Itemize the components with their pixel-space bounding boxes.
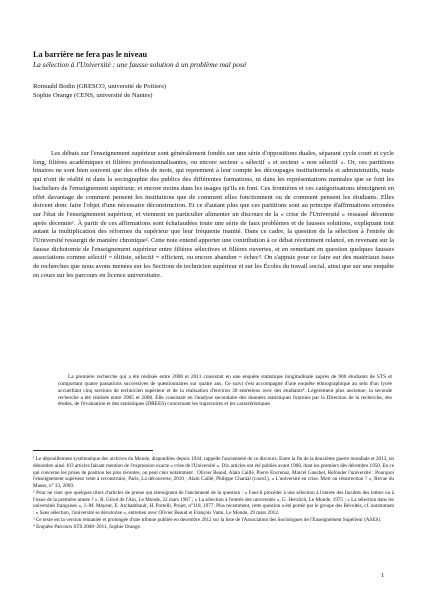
indented-paragraph: La première recherche qui a été réalisée entre 2008 et 2011 consistait en une enquête statistique longitudinale auprès de 900 étudiants de STS et comportant quatre passations successives de questionnaires sur quatre ans. Ce suivi s'est accompagné d'une enquête ethnographique au sein d'un lycée accueillant cinq sections de technicien supérieur et de la réalisation d'environ 30 entretiens avec des étudiants⁴. Légèrement plus ancienne, la seconde recherche a été réalisée entre 2005 et 2008. Elle consistait en l'analyse secondaire des données statistiques fournies par la Direction de la recherche, des études, de l'évaluation et des statistiques (DREES) concernant les trajectoires et les caractéristiques: [58, 374, 392, 408]
footnote-separator: [33, 450, 153, 451]
author-list: [33, 83, 166, 100]
page-number: 1: [381, 572, 385, 579]
footnote: ³ Ce texte est la version remaniée et prolongée d'une tribune publiée en décembre 2012 sur la liste de l'Association des Sociologues de l'Enseignement Supérieur (ASES).: [33, 516, 382, 523]
author-line: Sophie Orange (CENS, université de Nantes): [33, 91, 153, 99]
body-text: [33, 150, 394, 281]
indented-block: [58, 374, 392, 408]
footnote: ² Pour ne citer que quelques titres d'articles de presse qui témoignent de l'ancienneté de la question : « Faut-il procéder à une sélection à l'entrée des facultés des lettres ou à l'issue de la première année ? », B. Girod de l'Ain, Le Monde, 22 mars 1967 ; « La sélection à l'entrée des universités », G. Herzlich, Le Monde, 1975 ; « La sélection dans les universités françaises », J.-M. Mayeur, E. Archambault, H. Portelli, Projet, n°118, 1977. Plus récemment, cette question a été portée par le groupe des Révoltés, cf. notamment : « Sans sélection, l'université se dévalorise », entretien avec Olivier Beaud et François Vatin, Le Monde, 29 mars 2012.: [33, 489, 394, 516]
article-title: La barrière ne fera pas le niveau: [33, 50, 148, 59]
body-paragraph: Les débats sur l'enseignement supérieur sont généralement fondés sur une série d'oppositions duales, séparant cycle court et cycle long, filières académiques et filières professionnalisantes, ou encore secteur « sélectif » et secteur « non sélectif ». Or, ces partitions binaires ne sont bien souvent que des effets de mots, qui reprennent à leur compte les découpages institutionnels et administratifs, mais qui n'ont de réalité ni dans la sociographie des publics des différentes formations, ni dans les représentations mentales que se font les bacheliers de l'enseignement supérieur, et encore moins dans les usages qu'ils en font. Ces frontières et ces catégorisations témoignent en effet davantage de comment pensent les institutions que de comment elles fonctionnent ou de comment pensent les étudiants. Elles doivent donc faire l'objet d'une nécessaire déconstruction. Et ce d'autant plus que ces partitions sont au principe d'affirmations erronées sur l'état de l'enseignement supérieur, et viennent en particulier alimenter un discours de la « crise de l'Université » ressassé décennie après décennie¹. À partir de ces affirmations sont échafaudées toute une série de faux problèmes et de fausses solutions, expliquant tout autant la multiplication des réformes du supérieur que leur fréquente inanité. Dans ce cadre, la question de la sélection à l'entrée de l'Université ressurgit de manière chronique². Cette note entend apporter une contribution à ce débat récemment relancé, en revenant sur la fausse dichotomie de l'enseignement supérieur entre filières sélectives et filières ouvertes, et en remettant en question quelques fausses associations comme sélectif = élitiste, sélectif = efficient, ou encore abandon = échec³. On s'appuie pour ce faire sur des matériaux issus de recherches que nous avons menées sur les Sections de technicien supérieur et sur les Écoles du travail social, ainsi que sur une enquête en cours sur les parcours en licence universitaire.: [33, 150, 394, 279]
author-line: Romuald Bodin (GRESCO, université de Poitiers): [33, 83, 166, 90]
footnotes: [33, 456, 394, 530]
footnote: ¹ Le dépouillement systématique des archives du Monde, disponibles depuis 1944, rappelle l'ancienneté de ce discours. Entre la fin de la deuxième guerre mondiale et 2013, on dénombre ainsi 103 articles faisant mention de l'expression exacte « crise de l'Université ». Dix articles ont été publiés avant 1968, dont les premiers dès décembre 1950. En ce qui concerne les prises de position les plus récentes, on peut citer notamment : Olivier Beaud, Alain Caillé, Pierre Encrenaz, Marcel Gauchet, Refonder l'université : Pourquoi l'enseignement supérieur reste à reconstruire, Paris, La découverte, 2010 ; Alain Caillé, Philippe Chanial (coord.), « L'université en crise. Mort ou résurrection ? », Revue du Mauss, n° 33, 2009.: [33, 456, 394, 489]
article-subtitle: La sélection à l'Université : une fausse solution à un problème mal posé: [33, 60, 247, 69]
footnote: ⁴ Enquête Parcours STS 2008–2011, Sophie Orange.: [33, 523, 142, 530]
